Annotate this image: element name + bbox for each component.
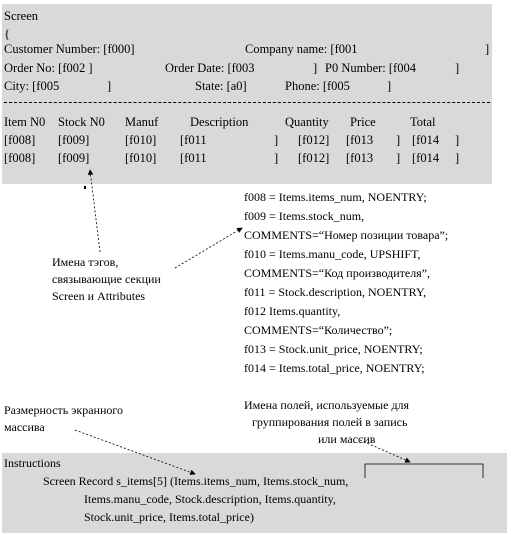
customer-number-field: Customer Number: [f000] [4,42,135,56]
table-cell: [f011 [180,133,207,147]
column-header: Price [350,115,376,129]
column-header: Manuf [125,115,159,129]
table-cell: ] [396,151,401,165]
instructions-line: Stock.unit_price, Items.total_price) [84,510,254,524]
table-cell: [f008] [4,151,36,165]
order-date-field: Order Date: [f003 [165,61,255,75]
tag-names-annotation: связывающие секции [52,272,161,286]
table-cell: [f012] [298,151,330,165]
column-header: Total [410,115,436,129]
table-cell: [f010] [125,133,157,147]
table-cell: ] [274,151,279,165]
city-close: ] [107,79,112,93]
column-header: Stock N0 [58,115,105,129]
table-cell: [f014 [412,133,440,147]
attribute-line: COMMENTS=“Код производителя”, [244,266,431,280]
field-names-annotation: Имена полей, используемые для [244,398,410,412]
po-number-close: ] [455,61,460,75]
table-cell: [f011 [180,151,207,165]
attribute-line: f011 = Stock.description, NOENTRY, [244,285,427,299]
instructions-line: Screen Record s_items[5] (Items.items_num, Items.stock_num, [43,474,349,488]
table-cell: [f013 [346,151,374,165]
field-names-annotation: группирования полей в запись [252,415,408,429]
attribute-line: f012 Items.quantity, [244,304,341,318]
instructions-title: Instructions [4,456,61,470]
table-cell: ] [274,133,279,147]
table-cell: [f014 [412,151,440,165]
attribute-line: COMMENTS=“Номер позиции товара”; [244,228,449,242]
table-cell: [f008] [4,133,36,147]
array-size-annotation: массива [4,420,45,434]
attribute-line: f009 = Items.stock_num, [244,209,365,223]
table-cell: ] [396,133,401,147]
tag-names-annotation: Screen и Attributes [52,289,146,303]
instructions-line: Items.manu_code, Stock.description, Items.quantity, [84,492,336,506]
attribute-line: f010 = Items.manu_code, UPSHIFT, [244,247,421,261]
screen-open-brace: { [4,27,10,41]
array-size-annotation: Размерность экранного [4,403,124,417]
table-cell: ] [455,133,460,147]
attribute-line: f013 = Stock.unit_price, NOENTRY; [244,342,423,356]
table-cell: ] [455,151,460,165]
screen-title: Screen [4,9,39,23]
company-name-field: Company name: [f001 [245,42,358,56]
phone-field: Phone: [f005 [285,79,350,93]
phone-close: ] [387,79,392,93]
po-number-field: P0 Number: [f004 [325,61,416,75]
column-header: Quantity [285,115,329,129]
company-name-close: ] [485,42,490,56]
table-cell: [f009] [58,133,90,147]
field-names-annotation: или массив [318,432,376,446]
attribute-line: f008 = Items.items_num, NOENTRY; [244,190,427,204]
arrow-to-field-names [360,440,410,462]
column-header: Description [190,115,249,129]
attribute-line: COMMENTS=“Количество”; [244,323,393,337]
arrow-to-screen [90,170,100,252]
tag-names-annotation: Имена тэгов, [52,255,119,269]
state-field: State: [a0] [195,79,247,93]
arrow-to-array-size [75,430,195,474]
table-cell: [f010] [125,151,157,165]
order-date-close: ] [313,61,318,75]
table-cell: [f013 [346,133,374,147]
tick-mark [84,186,86,189]
table-cell: [f009] [58,151,90,165]
column-header: Item N0 [4,115,46,129]
arrow-to-attributes [175,228,242,268]
city-field: City: [f005 [4,79,60,93]
order-no-field: Order No: [f002 ] [4,61,93,75]
field-names-bracket [365,464,483,478]
attribute-line: f014 = Items.total_price, NOENTRY; [244,361,425,375]
table-cell: [f012] [298,133,330,147]
